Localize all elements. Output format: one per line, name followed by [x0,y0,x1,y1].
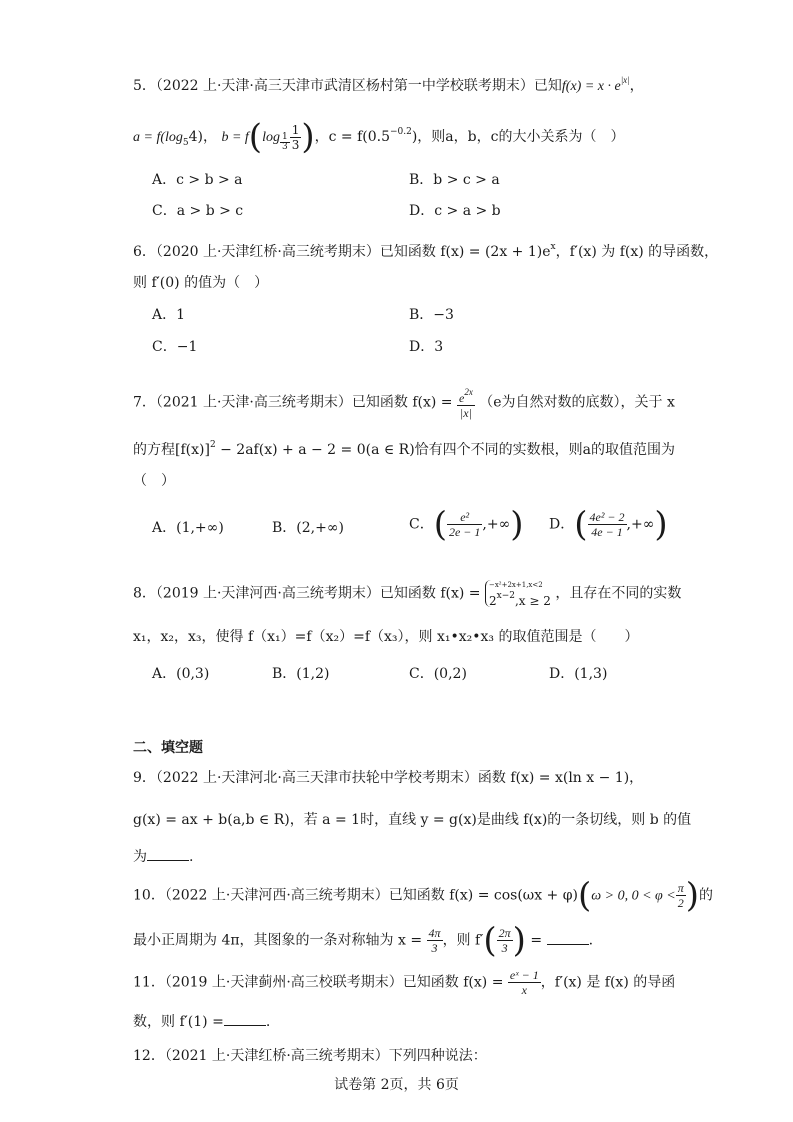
q9-prefix: 为 [133,849,147,865]
q8-option-a[interactable]: A．(0,3) [152,666,210,682]
q7-option-d-frac [588,510,627,539]
page-footer: 试卷第 2页，共 6页 [334,1077,459,1093]
q6-stem-end: ，f′(x) 为 f(x) 的导函数， [555,244,719,260]
q7-den: |x| [459,406,472,420]
q8-option-d[interactable]: D．(1,3) [549,666,608,682]
q8-piece-b-exp: x−2 [496,591,515,601]
q10-answer-blank[interactable] [547,930,589,945]
section-fill-in-blank-heading: 二、填空题 [133,740,203,756]
q7-option-b[interactable]: B．(2,+∞) [272,520,344,536]
q5-option-a[interactable]: A．c > b > a [152,172,243,188]
q11-dot: . [265,1014,271,1030]
q8-piece-b: 2 [488,594,497,608]
q10-line1: 10．（2022 上·天津河西·高三统考期末）已知函数 f(x) = cos(ωx + φ)(ω > 0, 0 < φ < $\frac{\pi}{2}$ )的 [133,875,714,916]
q5-b-log: log [262,130,280,145]
q11-den: x [521,983,527,997]
q10-equals: = [525,932,543,949]
q8-line2: x₁，x₂，x₃，使得 f（x₁）=f（x₂）=f（x₃），则 x₁•x₂•x₃ 的取值范围是（ ） [133,629,639,645]
q7-stem: 7．（2021 上·天津·高三统考期末）已知函数 f(x) = [133,394,453,411]
q7-num: e [458,391,465,405]
q10-condition-frac [676,881,686,910]
q5-option-b[interactable]: B．b > c > a [409,172,500,188]
q10-stem: 10．（2022 上·天津河西·高三统考期末）已知函数 f(x) = cos(ωx + φ) [133,887,578,904]
q5-b-base-den: 3 [281,142,288,152]
q7-option-d[interactable]: D．( $\frac{\text{4e² − 2}}{4e - 1}$ ,+∞) [549,504,668,545]
q7-option-c-num: e² [447,510,482,525]
q9-suffix: . [189,849,194,865]
q8-line1 [133,580,681,607]
q5-line2: $a = f(\log_54)$， b = f(log $\frac{1}{3}$ $\frac{1}{3}$ )，$c = f(0.5^{-0.2})$，则a，b，c的大小关系为（ ） [133,117,625,157]
q6-line2: 则 f′(0) 的值为（ ） [133,275,269,291]
q10-line2: 最小正周期为 4π，其图象的一条对称轴为 x = $\frac{4\pi}{3}$ ，则 f′( $\frac{2\pi}{3}$ ) = . [133,920,594,961]
q5-b-base-num: 1 [281,132,288,142]
q10-axis-frac [427,926,443,955]
q7-option-d-tail: ,+∞ [626,516,655,533]
q11-answer-blank[interactable] [224,1011,266,1026]
q6-option-b[interactable]: B．−3 [409,307,454,323]
q10-arg-frac [497,926,513,955]
q6-stem: 6．（2020 上·天津红桥·高三统考期末）已知函数 f(x) = (2x + 1)e [133,244,551,260]
q6-line1 [133,237,718,262]
q7-equation-end: − 2af(x) + a − 2 = 0(a ∈ R)恰有四个不同的实数根，则a的取值范围为 [215,442,676,458]
q5-b-arg-den: 3 [291,137,300,152]
q10-stem-end: 的 [699,887,714,904]
q10-condition: ω > 0, 0 < φ < [591,888,676,904]
q5-option-c[interactable]: C．a > b > c [152,203,244,219]
q7-option-a[interactable]: A．(1,+∞) [152,520,224,536]
q8-piece-a: −x²+2x+1,x<2 [488,581,543,589]
q10-arg-den: 3 [501,941,508,955]
q8-stem: 8．（2019 上·天津河西·高三统考期末）已知函数 f(x) = [133,585,481,602]
q5-stem: 5．（2022 上·天津·高三天津市武清区杨村第一中学校联考期末）已知 [133,78,562,94]
q8-stem-end: ，且存在不同的实数 [555,585,682,602]
q12-line1: 12．（2021 上·天津红桥·高三统考期末）下列四种说法： [133,1048,487,1064]
q7-line2 [133,435,675,460]
q10-derivative: ，则 f′ [442,932,484,949]
q11-stem-end: ，f′(x) 是 f(x) 的导函 [540,974,676,991]
q10-dot: . [588,932,594,949]
q7-option-c-frac [447,510,482,539]
q7-option-c[interactable]: C．( $\frac{\text{e²}}{2e - 1}$ ,+∞) [409,504,524,545]
q6-exp: x [550,242,556,252]
q11-frac [508,968,541,997]
q10-axis-den: 3 [431,941,438,955]
q9-line3 [133,846,193,867]
q10-axis-num: 4π [428,926,441,940]
q5-option-d[interactable]: D．c > a > b [409,203,501,219]
q7-option-c-den: 2e − 1 [448,525,481,539]
q6-option-c[interactable]: C．−1 [152,339,198,355]
q5-a-end: 4)， [188,129,217,145]
q5-c-def: ，c = f(0.5 [314,129,390,145]
q8-option-b[interactable]: B．(1,2) [272,666,330,682]
q9-answer-blank[interactable] [147,846,189,861]
q5-b-arg-num: 1 [291,122,300,137]
q7-line1 [133,385,675,420]
q8-option-c[interactable]: C．(0,2) [409,666,467,682]
q10-axis: 最小正周期为 4π，其图象的一条对称轴为 x = [133,932,423,949]
q10-arg-num: 2π [498,926,511,940]
q5-a-log-base: 5 [182,138,189,148]
q5-b-def: b = f [221,130,249,145]
q10-pi: π [677,881,684,895]
q11-line1 [133,968,675,997]
q7-line3: （ ） [133,473,175,489]
q6-option-d[interactable]: D．3 [409,339,444,355]
q8-piece-b-end: ,x ≥ 2 [514,594,551,608]
q5-function-exp: |x| [620,75,630,85]
q5-c-exp: −0.2 [389,127,412,137]
q5-b-log-base [280,133,290,152]
q6-option-a[interactable]: A．1 [152,307,186,323]
q7-option-c-tail: ,+∞ [482,516,511,533]
q7-equation: 的方程[f(x)] [133,442,210,458]
q5-a-def: a = f(log [133,130,183,145]
q9-line1: 9．（2022 上·天津河北·高三天津市扶轮中学校考期末）函数 f(x) = x(ln x − 1)， [133,770,644,786]
q5-function: f(x) = x · e [561,79,621,94]
q7-stem-end: （e为自然对数的底数），关于 x [479,394,675,411]
q11-derivative: 数，则 f′(1) = [133,1014,224,1030]
q9-line2: g(x) = ax + b(a,b ∈ R)，若 a = 1时，直线 y = g(x)是曲线 f(x)的一条切线，则 b 的值 [133,812,692,828]
q7-option-d-label: D． [549,516,575,533]
q11-line2 [133,1011,270,1032]
q5-question: )，则a，b，c的大小关系为（ ） [411,129,625,145]
q7-num-exp: 2x [464,387,473,397]
q8-piecewise [485,580,551,607]
q10-two: 2 [677,896,684,910]
q7-option-c-label: C． [409,516,434,533]
q7-fraction [457,385,475,420]
q7-option-d-den: 4e − 1 [591,525,623,539]
q11-stem: 11．（2019 上·天津蓟州·高三校联考期末）已知函数 f(x) = [133,974,504,991]
q7-option-d-num: 4e² − 2 [589,510,625,524]
q11-num: eˣ − 1 [509,968,539,982]
q5-b-arg [290,123,302,152]
q7-equation-exp: 2 [209,440,216,450]
q5-line1: 5．（2022 上·天津·高三天津市武清区杨村第一中学校联考期末）已知$f(x) = x \cdot e^{|x|}$， [133,75,644,94]
